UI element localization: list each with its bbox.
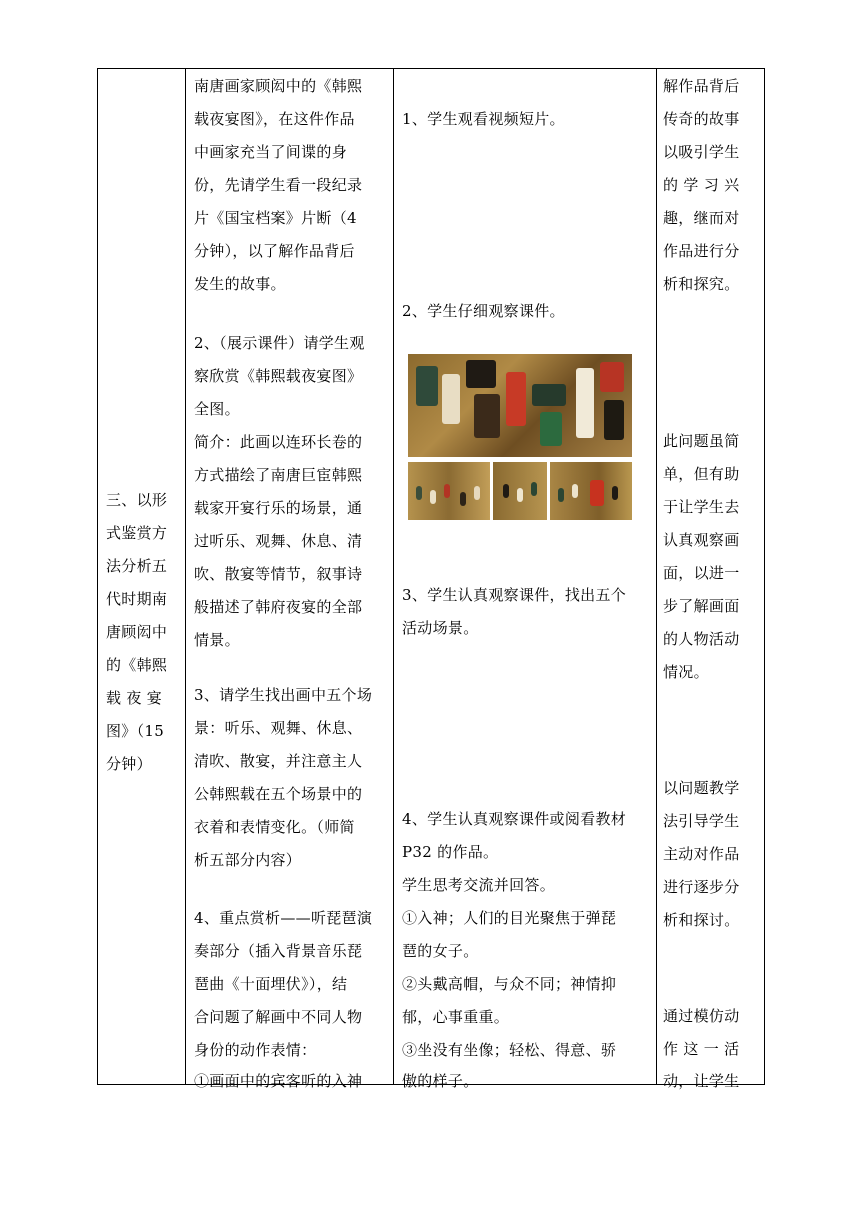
student-line: 学生思考交流并回答。 — [402, 876, 556, 894]
stage-line: 图》（15 — [106, 722, 165, 740]
intent-line: 析和探究。 — [663, 275, 740, 293]
stage-line: 的《韩熙 — [106, 656, 168, 674]
stage-line: 代时期南 — [106, 590, 168, 608]
teacher-line: 2、（展示课件）请学生观 — [194, 334, 365, 352]
table-row — [98, 69, 765, 1085]
student-line: ①入神；人们的目光聚焦于弹琵 — [402, 909, 617, 927]
teacher-line: 奏部分（插入背景音乐琵 — [194, 942, 363, 960]
painting-detail-image — [550, 462, 632, 520]
painting-image-full — [408, 354, 632, 457]
teacher-line: 清吹、散宴，并注意主人 — [194, 752, 363, 770]
painting-detail-image — [408, 462, 490, 520]
student-activity-cell — [394, 69, 657, 1090]
teacher-line: 公韩熙载在五个场景中的 — [194, 785, 363, 803]
student-line: 郁，心事重重。 — [402, 1008, 510, 1026]
intent-line: 动，让学生 — [663, 1072, 740, 1090]
intent-line: 于让学生去 — [663, 498, 740, 516]
teacher-line: 载夜宴图》，在这件作品 — [194, 110, 355, 128]
stage-line: 分钟） — [106, 755, 152, 773]
teacher-line: 情景。 — [194, 631, 240, 649]
teacher-line: 中画家充当了间谍的身 — [194, 143, 348, 161]
stage-line: 三、以形 — [106, 491, 168, 509]
student-line: 活动场景。 — [402, 619, 479, 637]
intent-line: 趣，继而对 — [663, 209, 740, 227]
teacher-line: 景：听乐、观舞、休息、 — [194, 719, 363, 737]
stage-line: 式鉴赏方 — [106, 524, 168, 542]
teacher-line: 3、请学生找出画中五个场 — [194, 686, 373, 704]
stage-line: 法分析五 — [106, 557, 168, 575]
intent-line: 通过模仿动 — [663, 1007, 740, 1025]
student-line: 傲的样子。 — [402, 1072, 479, 1090]
student-line: 1、学生观看视频短片。 — [402, 110, 565, 128]
teacher-line: 琶曲《十面埋伏》），结 — [194, 975, 348, 993]
intent-line: 析和探讨。 — [663, 911, 740, 929]
lesson-plan-table — [97, 68, 765, 1090]
teacher-line: ①画面中的宾客听的入神 — [194, 1072, 363, 1090]
teacher-activity-cell — [186, 69, 394, 1090]
intent-line: 以问题教学 — [663, 779, 740, 797]
student-line: 3、学生认真观察课件，找出五个 — [402, 586, 627, 604]
teacher-line: 片《国宝档案》片断（4 — [194, 209, 357, 227]
teacher-line: 般描述了韩府夜宴的全部 — [194, 598, 363, 616]
teacher-line: 载家开宴行乐的场景，通 — [194, 499, 363, 517]
teacher-line: 发生的故事。 — [194, 275, 286, 293]
intent-line: 进行逐步分 — [663, 878, 740, 896]
stage-line: 唐顾闳中 — [106, 623, 168, 641]
intent-line: 此问题虽简 — [663, 432, 740, 450]
intent-line: 作 这 一 活 — [663, 1040, 740, 1058]
teacher-line: 分钟），以了解作品背后 — [194, 242, 355, 260]
teacher-line: 过听乐、观舞、休息、清 — [194, 532, 363, 550]
stage-line: 载 夜 宴 — [106, 689, 163, 707]
teacher-line: 析五部分内容） — [194, 851, 302, 869]
intent-line: 作品进行分 — [663, 242, 740, 260]
teacher-line: 4、重点赏析——听琵琶演 — [194, 909, 373, 927]
student-line: 2、学生仔细观察课件。 — [402, 302, 565, 320]
intent-line: 步了解画面 — [663, 597, 740, 615]
student-line: ③坐没有坐像；轻松、得意、骄 — [402, 1041, 617, 1059]
teacher-line: 南唐画家顾闳中的《韩熙 — [194, 77, 363, 95]
teacher-line: 衣着和表情变化。（师简 — [194, 818, 355, 836]
teacher-line: 简介：此画以连环长卷的 — [194, 433, 363, 451]
intent-line: 以吸引学生 — [663, 143, 740, 161]
student-line: 4、学生认真观察课件或阅看教材 — [402, 810, 627, 828]
student-line: ②头戴高帽，与众不同；神情抑 — [402, 975, 617, 993]
teacher-line: 份，先请学生看一段纪录 — [194, 176, 363, 194]
teacher-line: 身份的动作表情： — [194, 1041, 317, 1059]
intent-line: 解作品背后 — [663, 77, 740, 95]
intent-line: 法引导学生 — [663, 812, 740, 830]
intent-line: 面，以进一 — [663, 564, 740, 582]
intent-line: 情况。 — [663, 663, 709, 681]
intent-line: 传奇的故事 — [663, 110, 740, 128]
painting-detail-image — [493, 462, 547, 520]
intent-line: 的人物活动 — [663, 630, 740, 648]
teacher-line: 全图。 — [194, 400, 240, 418]
design-intent-cell — [657, 69, 765, 1090]
teacher-line: 方式描绘了南唐巨宦韩熙 — [194, 466, 363, 484]
intent-line: 认真观察画 — [663, 531, 740, 549]
intent-line: 主动对作品 — [663, 845, 740, 863]
student-line: 琶的女子。 — [402, 942, 479, 960]
intent-line: 的 学 习 兴 — [663, 176, 740, 194]
intent-line: 单，但有助 — [663, 465, 740, 483]
student-line: P32 的作品。 — [402, 843, 499, 861]
teacher-line: 察欣赏《韩熙载夜宴图》 — [194, 367, 363, 385]
teacher-line: 合问题了解画中不同人物 — [194, 1008, 363, 1026]
teacher-line: 吹、散宴等情节，叙事诗 — [194, 565, 363, 583]
stage-cell — [98, 69, 186, 1085]
